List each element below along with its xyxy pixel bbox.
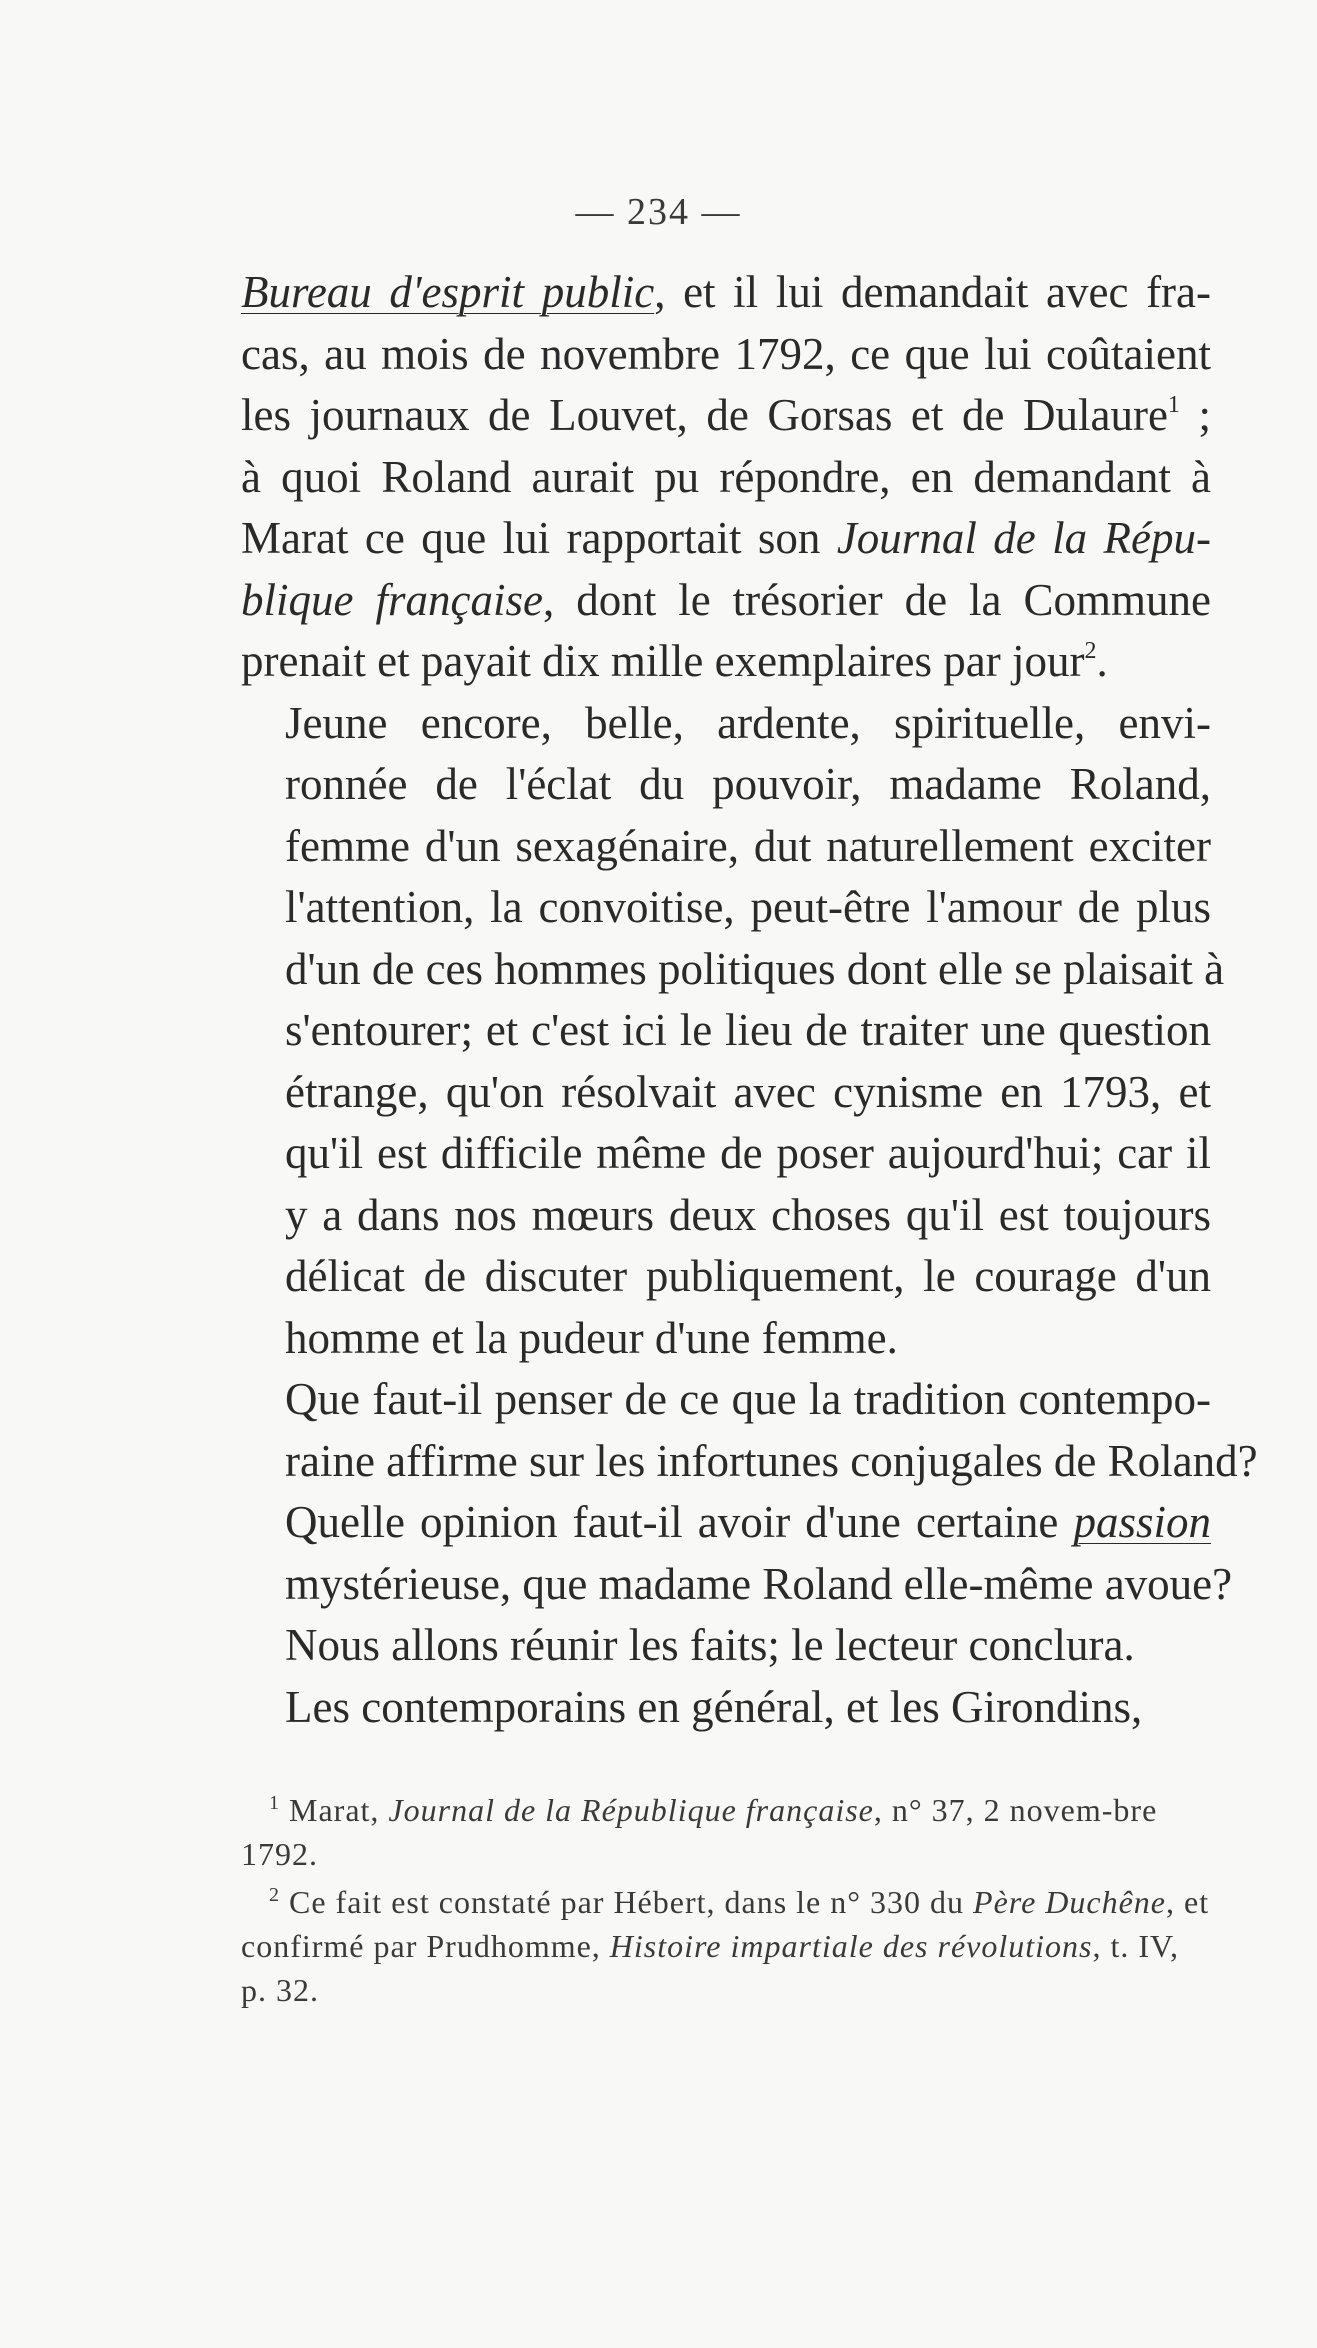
- footnote-text: , et confirmé par Prudhomme,: [241, 1884, 1210, 1964]
- text-line: [241, 754, 1211, 816]
- footnotes: [241, 1788, 1211, 2016]
- text-line: [241, 1185, 1211, 1247]
- text-line: [241, 508, 1211, 570]
- paragraph: [241, 693, 1225, 1370]
- text-segment: les journaux de Louvet, de Gorsas et de Dulaure: [241, 390, 1168, 440]
- text-segment: Marat ce que lui rapportait son: [241, 513, 837, 563]
- text-line: [241, 1615, 1211, 1677]
- text-line: [241, 1554, 1233, 1616]
- text-segment: femme d'un sexagénaire, dut naturellement exciter: [285, 820, 1211, 871]
- footnote-number: 1: [269, 1792, 280, 1814]
- text-line: [241, 1308, 1211, 1370]
- footnote-text: Marat,: [280, 1792, 389, 1828]
- text-segment: prenait et payait dix mille exemplaires par jour: [241, 636, 1085, 686]
- body-text: [241, 262, 1258, 1738]
- text-segment: à quoi Roland aurait pu répondre, en demandant à: [241, 451, 1211, 502]
- text-line: [241, 631, 1211, 693]
- text-line: [241, 1246, 1211, 1308]
- text-segment: Quelle opinion faut-il avoir d'une certaine: [285, 1497, 1074, 1547]
- text-segment: Les contemporains en général, et les Girondins,: [285, 1681, 1143, 1732]
- text-line: [241, 1123, 1211, 1185]
- text-segment: cas, au mois de novembre 1792, ce que lui coûtaient: [241, 328, 1211, 379]
- text-line: [241, 570, 1211, 632]
- page-number: — 234 —: [575, 191, 742, 233]
- text-segment: s'entourer; et c'est ici le lieu de traiter une question: [285, 1005, 1211, 1055]
- text-segment: délicat de discuter publiquement, le courage d'un: [285, 1251, 1211, 1301]
- text-segment: d'un de ces hommes politiques dont elle se plaisait à: [285, 943, 1225, 994]
- text-line: [241, 1677, 1211, 1739]
- text-segment: y a dans nos mœurs deux choses qu'il est toujours: [285, 1189, 1211, 1240]
- text-line: [241, 262, 1211, 324]
- text-line: [241, 1000, 1211, 1062]
- text-segment: , dont le trésorier de la Commune: [542, 574, 1211, 625]
- footnote-text: , t. IV, p. 32.: [241, 1928, 1179, 2008]
- paragraph: [241, 1369, 1258, 1677]
- text-line: [241, 1062, 1211, 1124]
- footnote-marker: 1: [1167, 392, 1180, 418]
- text-line: [241, 816, 1211, 878]
- text-segment: Journal de la Répu-: [836, 513, 1211, 563]
- text-segment: ;: [1179, 390, 1211, 440]
- text-segment: .: [1096, 636, 1108, 686]
- text-segment: ronnée de l'éclat du pouvoir, madame Roland,: [285, 759, 1211, 809]
- text-segment: étrange, qu'on résolvait avec cynisme en 1793, et: [285, 1066, 1211, 1117]
- footnote-text: , n° 37, 2 novem-bre 1792.: [241, 1792, 1158, 1872]
- text-segment: qu'il est difficile même de poser aujourd'hui; car il: [285, 1128, 1211, 1178]
- text-line: [241, 693, 1211, 755]
- text-segment: mystérieuse, que madame Roland elle-même avoue?: [285, 1558, 1233, 1609]
- footnote-text: Journal de la République française: [388, 1792, 874, 1828]
- text-line: [241, 1369, 1211, 1431]
- text-segment: passion: [1073, 1497, 1211, 1547]
- footnote-text: Ce fait est constaté par Hébert, dans le n° 330 du: [280, 1884, 974, 1920]
- text-segment: Bureau d'esprit public: [241, 267, 655, 317]
- paragraph: [241, 262, 1211, 693]
- text-line: [241, 324, 1211, 386]
- text-line: [241, 877, 1211, 939]
- text-segment: raine affirme sur les infortunes conjugales de Roland?: [285, 1435, 1258, 1486]
- text-segment: , et il lui demandait avec fra-: [654, 267, 1211, 317]
- text-line: [241, 385, 1211, 447]
- text-segment: Nous allons réunir les faits; le lecteur conclura.: [285, 1620, 1135, 1670]
- text-segment: Jeune encore, belle, ardente, spirituelle, envi-: [285, 697, 1211, 748]
- paragraph: [241, 1677, 1211, 1739]
- text-segment: Que faut-il penser de ce que la tradition contempo-: [285, 1374, 1211, 1424]
- text-segment: homme et la pudeur d'une femme.: [285, 1312, 898, 1363]
- text-line: [241, 1492, 1211, 1554]
- footnote: [241, 1788, 1211, 1876]
- text-segment: l'attention, la convoitise, peut-être l'amour de plus: [285, 882, 1211, 932]
- text-line: [241, 1431, 1258, 1493]
- footnote-text: Histoire impartiale des révolutions: [609, 1928, 1093, 1964]
- text-segment: blique française: [241, 574, 543, 625]
- footnote-text: Père Duchêne: [973, 1884, 1166, 1920]
- footnote-marker: 2: [1084, 638, 1097, 664]
- footnote: [241, 1880, 1211, 2012]
- text-line: [241, 447, 1211, 509]
- footnote-number: 2: [269, 1884, 280, 1906]
- text-line: [241, 939, 1225, 1001]
